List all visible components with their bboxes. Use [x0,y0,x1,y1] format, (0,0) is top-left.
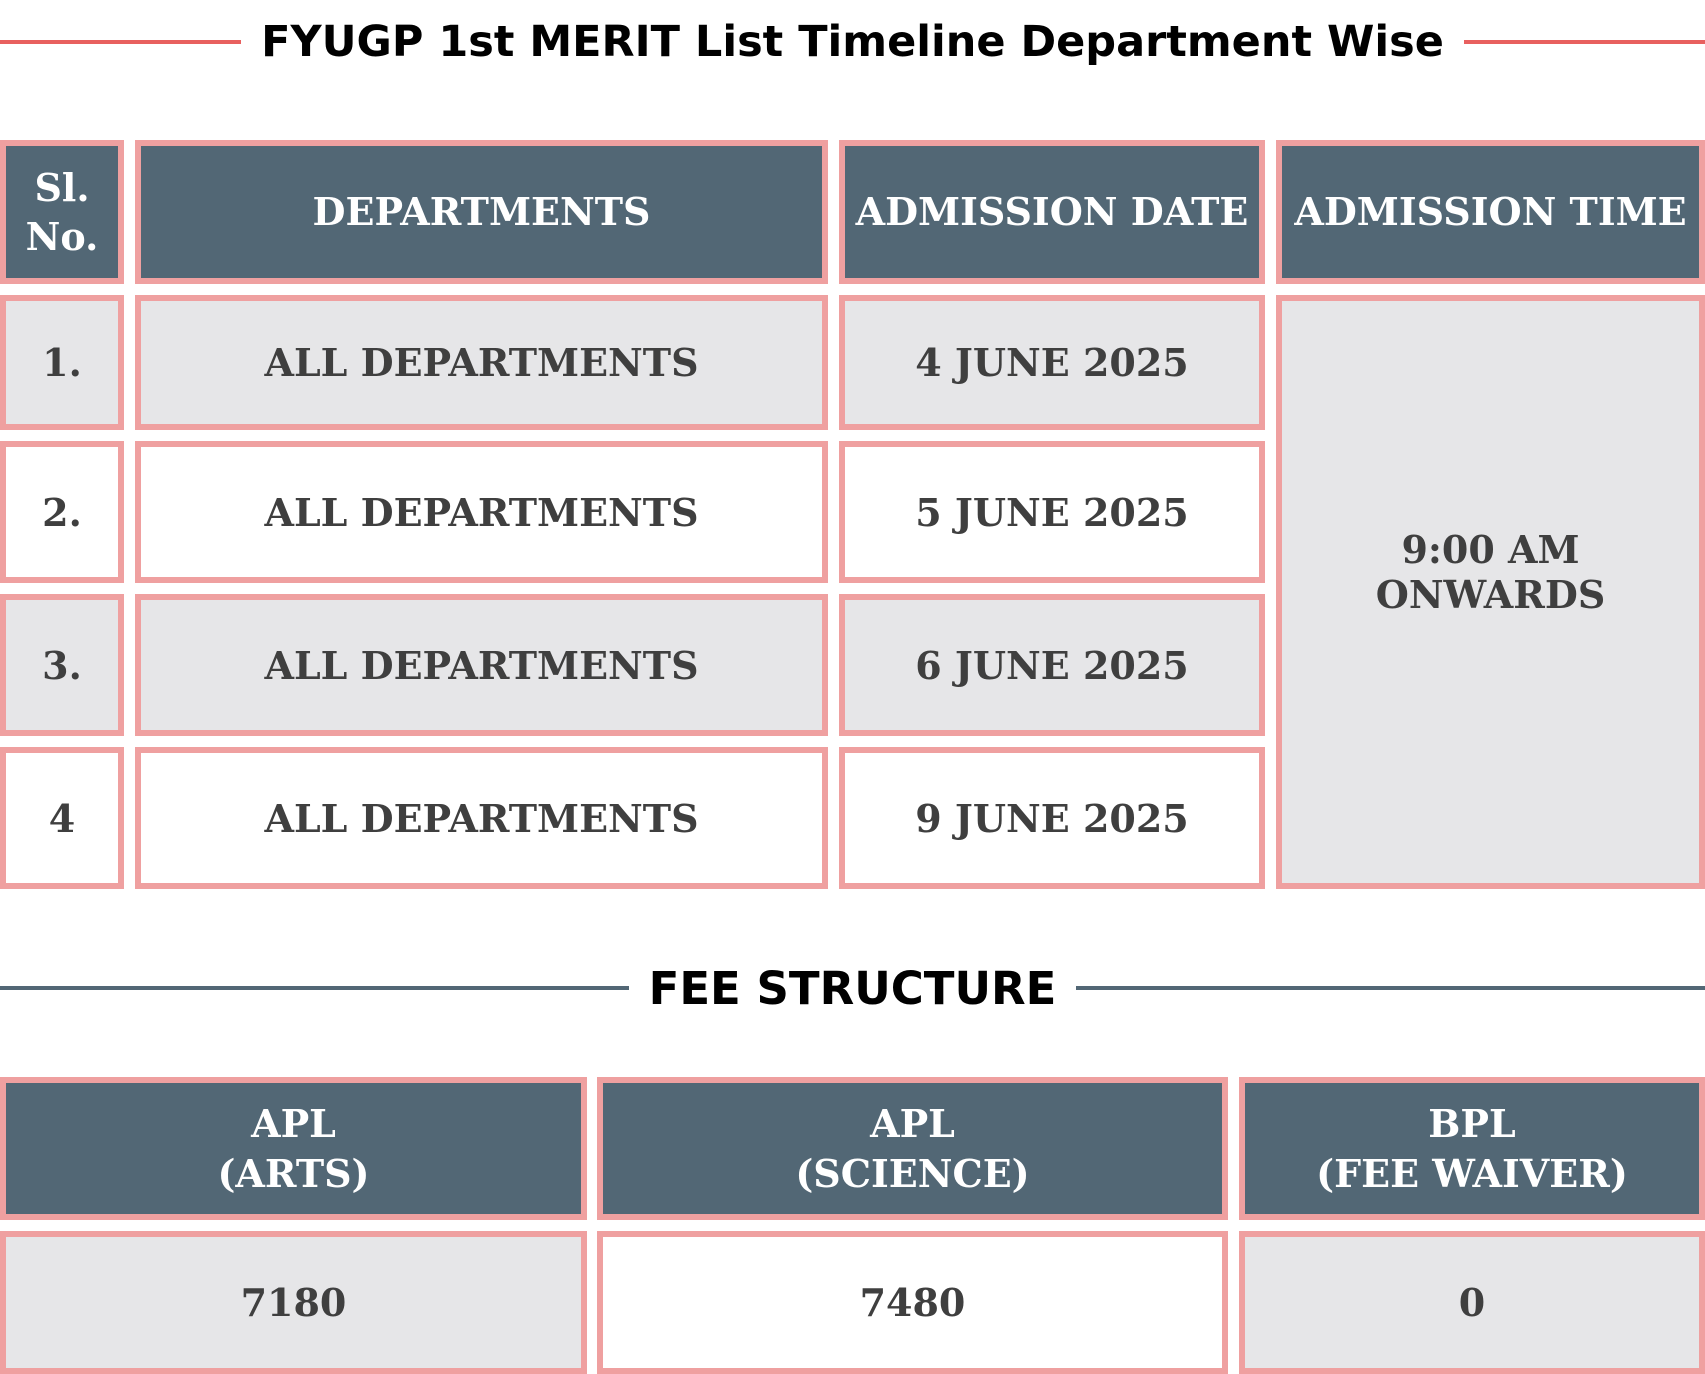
title-divider-left [0,40,241,44]
title-divider-left [0,986,629,990]
row-1-sl: 1. [0,295,124,430]
admission-time-cell: 9:00 AM ONWARDS [1276,295,1705,889]
title-divider-right [1464,40,1705,44]
row-3-sl: 3. [0,594,124,736]
header-admission-time: ADMISSION TIME [1276,140,1705,284]
row-2-sl: 2. [0,441,124,583]
fee-header-apl-science: APL (SCIENCE) [597,1077,1228,1220]
fee-header-apl-arts: APL (ARTS) [0,1077,587,1220]
row-1-department: ALL DEPARTMENTS [135,295,828,430]
timeline-title-bar [0,14,1705,70]
header-sl-no: Sl. No. [0,140,124,284]
header-admission-date: ADMISSION DATE [839,140,1265,284]
row-4-date: 9 JUNE 2025 [839,747,1265,889]
fee-value-bpl: 0 [1239,1231,1705,1374]
fee-header-bpl: BPL (FEE WAIVER) [1239,1077,1705,1220]
row-3-date: 6 JUNE 2025 [839,594,1265,736]
row-4-sl: 4 [0,747,124,889]
row-3-department: ALL DEPARTMENTS [135,594,828,736]
row-4-department: ALL DEPARTMENTS [135,747,828,889]
timeline-title: FYUGP 1st MERIT List Timeline Department Wise [261,17,1444,67]
row-2-department: ALL DEPARTMENTS [135,441,828,583]
row-2-date: 5 JUNE 2025 [839,441,1265,583]
fee-value-apl-arts: 7180 [0,1231,587,1374]
fee-structure-title: FEE STRUCTURE [648,961,1057,1015]
row-1-date: 4 JUNE 2025 [839,295,1265,430]
title-divider-right [1076,986,1705,990]
fee-structure-title-bar [0,960,1705,1016]
header-departments: DEPARTMENTS [135,140,828,284]
fee-value-apl-science: 7480 [597,1231,1228,1374]
